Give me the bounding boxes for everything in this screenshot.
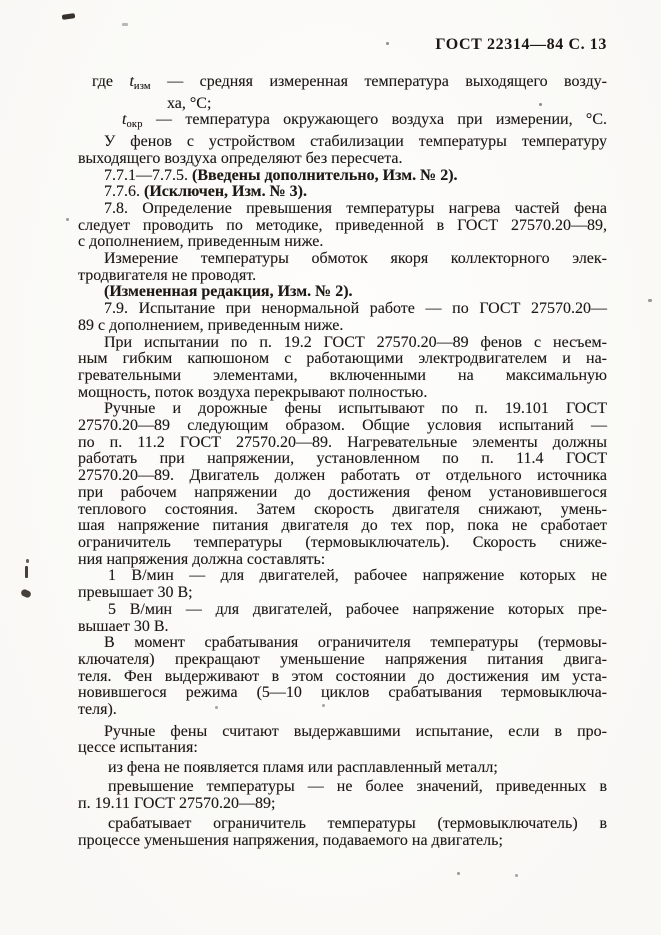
- text-line: [78, 268, 607, 285]
- text-segment: У фенов с устройством стабилизации температуры температуру: [104, 133, 607, 151]
- ink-speck: [457, 872, 460, 875]
- text-line: [78, 184, 607, 201]
- text-segment: окр: [126, 119, 143, 131]
- text-line: [78, 816, 607, 833]
- text-line: [78, 301, 607, 318]
- text-line: [78, 318, 607, 335]
- text-segment: где: [92, 73, 130, 90]
- text-line: [78, 779, 607, 796]
- text-segment: вышает 30 В.: [78, 617, 169, 635]
- text-line: [78, 335, 607, 352]
- ink-speck: [386, 42, 389, 45]
- text-segment: — средняя измеренная температура выходящего возду-: [150, 73, 607, 90]
- text-segment: по п. 11.2 ГОСТ 27570.20—89. Нагревательные элементы должны: [78, 433, 607, 451]
- text-segment: из фена не появляется пламя или расплавленный металл;: [108, 759, 498, 777]
- text-segment: t: [129, 73, 134, 90]
- text-segment: гревательными элементами, включенными на максимальную: [78, 366, 607, 384]
- text-line: [78, 485, 607, 502]
- ink-speck: [322, 704, 325, 707]
- text-line: [78, 351, 607, 368]
- text-segment: 7.7.6.: [104, 183, 144, 201]
- text-line: [78, 418, 607, 435]
- text-segment: В момент срабатывания ограничителя температуры (термовы-: [104, 634, 607, 652]
- text-line: [78, 502, 607, 519]
- text-segment: ограничитель температуры (термовыключатель). Скорость сниже-: [78, 533, 607, 551]
- text-segment: ключателя) прекращают уменьшение напряжения питания двига-: [78, 650, 607, 668]
- text-line: [78, 468, 607, 485]
- text-line: [78, 740, 607, 757]
- text-segment: срабатывает ограничитель температуры (термовыключатель) в: [108, 815, 607, 833]
- text-line: [78, 234, 607, 251]
- text-segment: — температура окружающего воздуха при измерении, °С.: [142, 111, 607, 129]
- text-segment: шая напряжение питания двигателя до тех пор, пока не сработает: [78, 517, 607, 535]
- text-line: [78, 724, 607, 741]
- text-line: [78, 151, 607, 168]
- text-block: [78, 74, 607, 850]
- ink-speck: [26, 559, 29, 563]
- text-segment: следует проводить по методике, приведенной в ГОСТ 27570.20—89,: [78, 216, 607, 234]
- text-segment: 7.9. Испытание при ненормальной работе — по ГОСТ 27570.20—: [104, 300, 607, 318]
- text-line: [78, 685, 607, 702]
- text-segment: новившегося режима (5—10 циклов срабатывания термовыключа-: [78, 684, 607, 702]
- ink-speck: [62, 13, 76, 20]
- text-segment: ным гибким капюшоном с работающими электродвигателем и на-: [78, 350, 607, 368]
- text-line: [78, 201, 607, 218]
- text-line: [78, 568, 607, 585]
- text-line: [78, 702, 607, 719]
- text-line: [78, 168, 607, 185]
- text-line: [78, 401, 607, 418]
- text-line: [78, 385, 607, 402]
- text-segment: процессе уменьшения напряжения, подаваемого на двигатель;: [78, 831, 503, 849]
- text-segment: 27570.20—89 следующим образом. Общие условия испытаний —: [78, 417, 607, 435]
- text-segment: 89 с дополнением, приведенным ниже.: [78, 316, 344, 334]
- text-segment: выходящего воздуха определяют без пересчета.: [78, 149, 403, 167]
- text-segment: ния напряжения должна составлять:: [78, 550, 326, 568]
- text-segment: тродвигателя не проводят.: [78, 266, 257, 284]
- text-segment: Ручные и дорожные фены испытывают по п. 19.101 ГОСТ: [104, 400, 607, 418]
- text-segment: Ручные фены считают выдержавшими испытание, если в про-: [104, 722, 607, 740]
- ink-speck: [215, 706, 218, 709]
- text-line: [78, 96, 607, 113]
- ink-speck: [539, 103, 542, 106]
- text-segment: 1 В/мин — для двигателей, рабочее напряжение которых не: [108, 567, 607, 585]
- text-line: [78, 669, 607, 686]
- text-line: [78, 112, 607, 134]
- text-line: [78, 585, 607, 602]
- page-header: ГОСТ 22314—84 С. 13: [435, 36, 607, 53]
- text-segment: 7.8. Определение превышения температуры нагрева частей фена: [104, 199, 607, 217]
- ink-speck: [20, 588, 32, 599]
- ink-speck: [25, 566, 28, 578]
- text-line: [78, 760, 607, 777]
- text-segment: превышает 30 В;: [78, 584, 193, 602]
- text-line: [78, 368, 607, 385]
- text-line: [78, 552, 607, 569]
- text-line: [78, 635, 607, 652]
- text-segment: цессе испытания:: [78, 739, 198, 757]
- ink-speck: [66, 218, 69, 221]
- text-segment: теплового состояния. Затем скорость двигателя снижают, умень-: [78, 500, 607, 518]
- text-segment: 7.7.1—7.7.5.: [104, 166, 192, 184]
- text-segment: с дополнением, приведенным ниже.: [78, 233, 324, 251]
- text-line: [78, 251, 607, 268]
- text-line: [78, 518, 607, 535]
- text-segment: при рабочем напряжении до достижения феном установившегося: [78, 483, 607, 501]
- text-segment: (Введены дополнительно, Изм. № 2).: [192, 166, 458, 184]
- text-line: [78, 451, 607, 468]
- text-segment: ха, °С;: [167, 94, 212, 112]
- text-line: [78, 435, 607, 452]
- text-line: [78, 284, 607, 301]
- text-segment: работать при напряжении, установленном по п. 11.4 ГОСТ: [78, 450, 607, 468]
- ink-speck: [515, 874, 518, 877]
- text-line: [78, 796, 607, 813]
- text-line: [78, 619, 607, 636]
- text-line: [78, 602, 607, 619]
- text-segment: 5 В/мин — для двигателей, рабочее напряжение которых пре-: [108, 600, 607, 618]
- text-segment: теля).: [78, 701, 117, 719]
- text-segment: 27570.20—89. Двигатель должен работать от отдельного источника: [78, 467, 607, 485]
- text-line: [78, 535, 607, 552]
- text-segment: п. 19.11 ГОСТ 27570.20—89;: [78, 794, 276, 812]
- text-segment: теля. Фен выдерживают в этом состоянии до достижения им уста-: [78, 667, 607, 685]
- text-segment: При испытании по п. 19.2 ГОСТ 27570.20—89 фенов с несъем-: [104, 333, 607, 351]
- text-segment: (Исключен, Изм. № 3).: [144, 183, 307, 201]
- text-line: [78, 652, 607, 669]
- text-segment: изм: [133, 81, 151, 92]
- text-segment: Измерение температуры обмоток якоря коллекторного элек-: [104, 250, 607, 268]
- text-line: [78, 74, 607, 96]
- text-line: [78, 833, 607, 850]
- ink-speck: [648, 299, 652, 302]
- ink-speck: [122, 23, 128, 26]
- text-segment: t: [122, 111, 127, 129]
- text-segment: (Измененная редакция, Изм. № 2).: [104, 283, 353, 301]
- text-line: [78, 134, 607, 151]
- text-segment: превышение температуры — не более значений, приведенных в: [108, 777, 607, 795]
- text-line: [78, 218, 607, 235]
- text-segment: мощность, поток воздуха перекрывают полностью.: [78, 383, 428, 401]
